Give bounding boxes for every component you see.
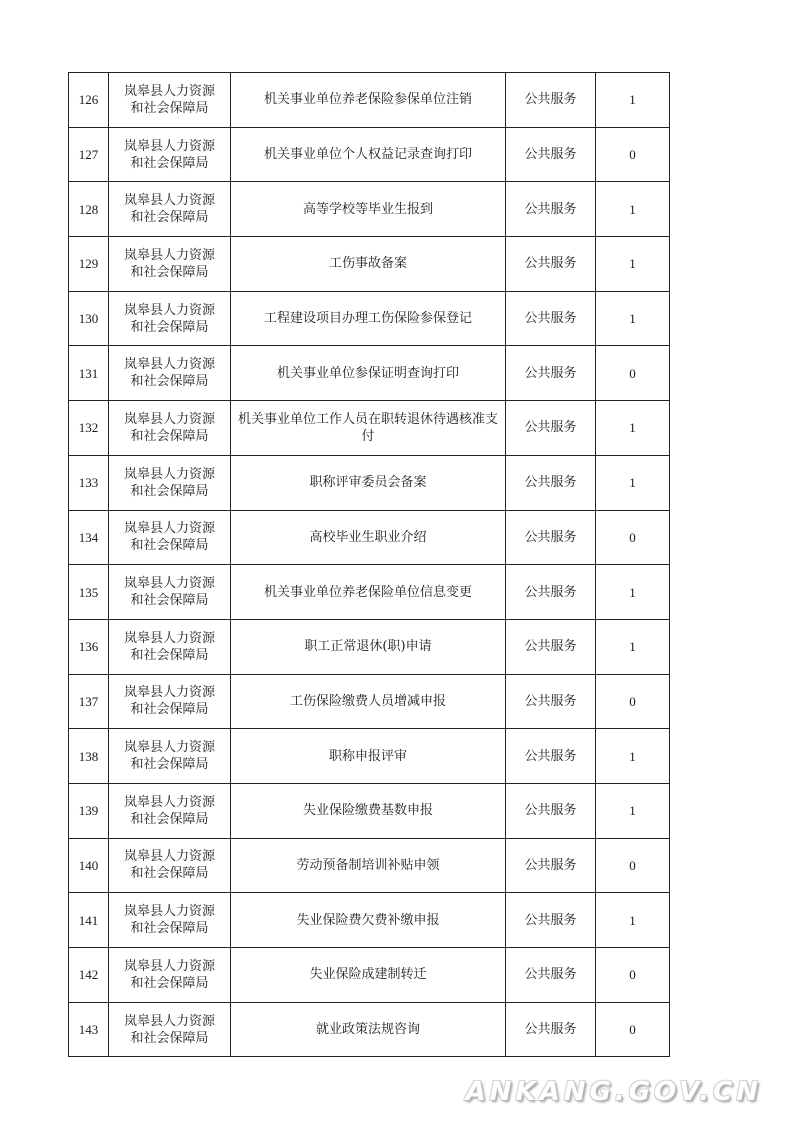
department-line-2: 和社会保障局 (130, 1030, 209, 1046)
department-line-1: 岚皋县人力资源 (123, 849, 215, 865)
row-number: 131 (69, 346, 109, 401)
department-line-1: 岚皋县人力资源 (123, 630, 215, 646)
department-line-2: 和社会保障局 (130, 428, 209, 444)
table-row (69, 510, 670, 565)
item-type: 公共服务 (506, 674, 596, 729)
item-type: 公共服务 (506, 1002, 596, 1057)
department-line-1: 岚皋县人力资源 (123, 958, 215, 974)
department-cell (109, 510, 231, 565)
item-count: 1 (596, 401, 670, 456)
item-name: 劳动预备制培训补贴申领 (231, 838, 506, 893)
table-row (69, 127, 670, 182)
table-body (69, 73, 670, 1057)
item-name: 机关事业单位工作人员在职转退休待遇核准支付 (231, 401, 506, 456)
table-row (69, 182, 670, 237)
item-type: 公共服务 (506, 893, 596, 948)
table-row (69, 838, 670, 893)
table-row (69, 565, 670, 620)
department-line-2: 和社会保障局 (130, 811, 209, 827)
department-cell (109, 674, 231, 729)
department-line-2: 和社会保障局 (130, 210, 209, 226)
item-type: 公共服务 (506, 401, 596, 456)
item-name: 机关事业单位个人权益记录查询打印 (231, 127, 506, 182)
item-name: 失业保险缴费基数申报 (231, 783, 506, 838)
department-line-1: 岚皋县人力资源 (123, 357, 215, 373)
department-line-2: 和社会保障局 (130, 264, 209, 280)
item-name: 就业政策法规咨询 (231, 1002, 506, 1057)
item-name: 工程建设项目办理工伤保险参保登记 (231, 291, 506, 346)
item-count: 1 (596, 619, 670, 674)
item-count: 0 (596, 674, 670, 729)
department-line-2: 和社会保障局 (130, 100, 209, 116)
table-row (69, 893, 670, 948)
department-line-1: 岚皋县人力资源 (123, 904, 215, 920)
department-cell (109, 783, 231, 838)
item-count: 1 (596, 565, 670, 620)
department-cell (109, 565, 231, 620)
item-count: 1 (596, 237, 670, 292)
row-number: 129 (69, 237, 109, 292)
item-count: 1 (596, 73, 670, 128)
department-line-1: 岚皋县人力资源 (123, 685, 215, 701)
item-name: 高等学校等毕业生报到 (231, 182, 506, 237)
table-row (69, 401, 670, 456)
department-line-1: 岚皋县人力资源 (123, 576, 215, 592)
table-row (69, 455, 670, 510)
item-type: 公共服务 (506, 127, 596, 182)
department-cell (109, 401, 231, 456)
row-number: 141 (69, 893, 109, 948)
department-cell (109, 237, 231, 292)
item-count: 0 (596, 1002, 670, 1057)
item-type: 公共服务 (506, 346, 596, 401)
department-line-1: 岚皋县人力资源 (123, 138, 215, 154)
table-row (69, 783, 670, 838)
item-type: 公共服务 (506, 729, 596, 784)
row-number: 138 (69, 729, 109, 784)
item-type: 公共服务 (506, 565, 596, 620)
department-line-1: 岚皋县人力资源 (123, 740, 215, 756)
row-number: 143 (69, 1002, 109, 1057)
department-line-1: 岚皋县人力资源 (123, 466, 215, 482)
department-cell (109, 838, 231, 893)
item-name: 职称申报评审 (231, 729, 506, 784)
department-line-2: 和社会保障局 (130, 702, 209, 718)
department-cell (109, 619, 231, 674)
row-number: 135 (69, 565, 109, 620)
department-line-1: 岚皋县人力资源 (123, 247, 215, 263)
item-name: 工伤事故备案 (231, 237, 506, 292)
item-count: 0 (596, 127, 670, 182)
department-line-2: 和社会保障局 (130, 593, 209, 609)
department-line-1: 岚皋县人力资源 (123, 1013, 215, 1029)
item-type: 公共服务 (506, 510, 596, 565)
item-name: 机关事业单位养老保险参保单位注销 (231, 73, 506, 128)
table-row (69, 291, 670, 346)
item-count: 1 (596, 893, 670, 948)
item-count: 0 (596, 346, 670, 401)
item-type: 公共服务 (506, 291, 596, 346)
row-number: 128 (69, 182, 109, 237)
department-line-2: 和社会保障局 (130, 647, 209, 663)
department-cell (109, 455, 231, 510)
department-line-2: 和社会保障局 (130, 483, 209, 499)
department-line-1: 岚皋县人力资源 (123, 521, 215, 537)
item-name: 失业保险成建制转迁 (231, 948, 506, 1003)
department-line-2: 和社会保障局 (130, 155, 209, 171)
table-row (69, 73, 670, 128)
department-cell (109, 182, 231, 237)
item-count: 1 (596, 783, 670, 838)
table-row (69, 1002, 670, 1057)
department-line-1: 岚皋县人力资源 (123, 83, 215, 99)
table-row (69, 237, 670, 292)
department-cell (109, 948, 231, 1003)
table-row (69, 619, 670, 674)
row-number: 127 (69, 127, 109, 182)
service-items-table (68, 72, 670, 1057)
row-number: 134 (69, 510, 109, 565)
department-line-1: 岚皋县人力资源 (123, 411, 215, 427)
item-name: 失业保险费欠费补缴申报 (231, 893, 506, 948)
item-name: 工伤保险缴费人员增减申报 (231, 674, 506, 729)
row-number: 126 (69, 73, 109, 128)
item-name: 机关事业单位参保证明查询打印 (231, 346, 506, 401)
item-count: 0 (596, 510, 670, 565)
department-line-2: 和社会保障局 (130, 975, 209, 991)
department-line-2: 和社会保障局 (130, 866, 209, 882)
item-name: 高校毕业生职业介绍 (231, 510, 506, 565)
item-type: 公共服务 (506, 182, 596, 237)
department-cell (109, 291, 231, 346)
department-line-1: 岚皋县人力资源 (123, 193, 215, 209)
department-cell (109, 73, 231, 128)
item-count: 1 (596, 291, 670, 346)
item-type: 公共服务 (506, 948, 596, 1003)
department-cell (109, 346, 231, 401)
item-name: 职称评审委员会备案 (231, 455, 506, 510)
item-count: 0 (596, 838, 670, 893)
department-line-2: 和社会保障局 (130, 538, 209, 554)
department-line-2: 和社会保障局 (130, 757, 209, 773)
table-row (69, 948, 670, 1003)
row-number: 136 (69, 619, 109, 674)
item-count: 1 (596, 455, 670, 510)
item-name: 职工正常退休(职)申请 (231, 619, 506, 674)
item-type: 公共服务 (506, 455, 596, 510)
row-number: 132 (69, 401, 109, 456)
item-type: 公共服务 (506, 237, 596, 292)
department-line-2: 和社会保障局 (130, 319, 209, 335)
row-number: 142 (69, 948, 109, 1003)
table-row (69, 346, 670, 401)
site-watermark: ANKANG.GOV.CN (465, 1077, 762, 1107)
item-type: 公共服务 (506, 783, 596, 838)
item-type: 公共服务 (506, 838, 596, 893)
row-number: 130 (69, 291, 109, 346)
item-type: 公共服务 (506, 73, 596, 128)
row-number: 137 (69, 674, 109, 729)
item-count: 1 (596, 182, 670, 237)
row-number: 139 (69, 783, 109, 838)
item-count: 1 (596, 729, 670, 784)
item-name: 机关事业单位养老保险单位信息变更 (231, 565, 506, 620)
table-row (69, 729, 670, 784)
department-line-2: 和社会保障局 (130, 374, 209, 390)
department-line-1: 岚皋县人力资源 (123, 794, 215, 810)
department-line-2: 和社会保障局 (130, 921, 209, 937)
department-line-1: 岚皋县人力资源 (123, 302, 215, 318)
department-cell (109, 729, 231, 784)
department-cell (109, 893, 231, 948)
department-cell (109, 1002, 231, 1057)
department-cell (109, 127, 231, 182)
item-count: 0 (596, 948, 670, 1003)
table-row (69, 674, 670, 729)
row-number: 133 (69, 455, 109, 510)
item-type: 公共服务 (506, 619, 596, 674)
row-number: 140 (69, 838, 109, 893)
